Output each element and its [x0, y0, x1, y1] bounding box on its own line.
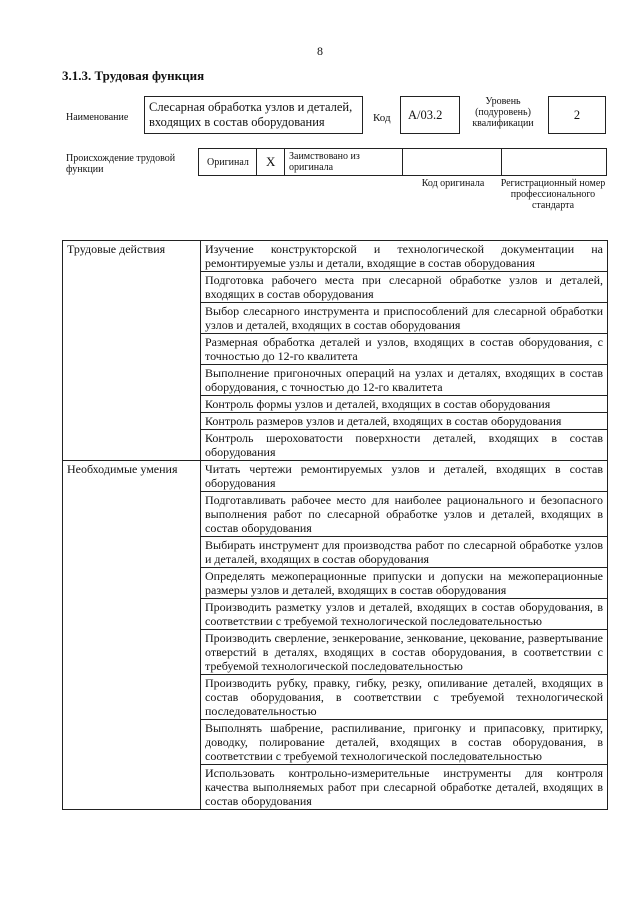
function-table [62, 240, 608, 810]
item-cell: Читать чертежи ремонтируемых узлов и деталей, входящих в состав оборудования [201, 461, 608, 492]
origin-row [198, 148, 607, 176]
item-cell: Контроль шероховатости поверхности деталей, входящих в состав оборудования [201, 430, 608, 461]
item-cell: Определять межоперационные припуски и допуски на межоперационные размеры узлов и деталей, входящих в состав оборудования [201, 568, 608, 599]
category-cell: Необходимые умения [63, 461, 201, 810]
level-value: 2 [548, 96, 606, 134]
item-cell: Контроль формы узлов и деталей, входящих в состав оборудования [201, 396, 608, 413]
item-cell: Производить разметку узлов и деталей, входящих в состав оборудования, в соответствии с требуемой технологической последовательностью [201, 599, 608, 630]
origin-label: Происхождение трудовой функции [66, 153, 176, 175]
original-label: Оригинал [199, 149, 257, 175]
code-label: Код [373, 112, 391, 124]
section-title: 3.1.3. Трудовая функция [62, 68, 205, 83]
reg-number-cell [501, 149, 606, 175]
code-original-cell [402, 149, 501, 175]
item-cell: Контроль размеров узлов и деталей, входящих в состав оборудования [201, 413, 608, 430]
category-cell: Трудовые действия [63, 241, 201, 461]
table-row [63, 461, 608, 492]
item-cell: Изучение конструкторской и технологической документации на ремонтируемые узлы и детали, входящие в состав оборудования [201, 241, 608, 272]
item-cell: Выбор слесарного инструмента и приспособлений для слесарной обработки узлов и деталей, входящих в состав оборудования [201, 303, 608, 334]
item-cell: Размерная обработка деталей и узлов, входящих в состав оборудования, с точностью до 12-го квалитета [201, 334, 608, 365]
name-label: Наименование [66, 112, 129, 123]
code-value: А/03.2 [400, 96, 460, 134]
item-cell: Выполнение пригоночных операций на узлах и деталях, входящих в состав оборудования, с точностью до 12-го квалитета [201, 365, 608, 396]
reg-number-label: Регистрационный номер профессионального стандарта [500, 178, 606, 211]
code-original-label: Код оригинала [421, 178, 485, 189]
original-mark: X [257, 149, 285, 175]
item-cell: Выбирать инструмент для производства работ по слесарной обработке узлов и деталей, входящих в состав оборудования [201, 537, 608, 568]
name-value: Слесарная обработка узлов и деталей, входящих в состав оборудования [144, 96, 363, 134]
item-cell: Использовать контрольно-измерительные инструменты для контроля качества выполняемых работ при слесарной обработке деталей, входящих в состав оборудования [201, 765, 608, 810]
level-label: Уровень (подуровень) квалификации [472, 96, 534, 129]
item-cell: Подготовка рабочего места при слесарной обработке узлов и деталей, входящих в состав оборудования [201, 272, 608, 303]
item-cell: Производить рубку, правку, гибку, резку, опиливание деталей, входящих в состав оборудования, в соответствии с требуемой технологической последовательностью [201, 675, 608, 720]
item-cell: Подготавливать рабочее место для наиболее рационального и безопасного выполнения работ по слесарной обработке узлов и деталей, входящих в состав оборудования [201, 492, 608, 537]
item-cell: Производить сверление, зенкерование, зенкование, цекование, развертывание отверстий в деталях, входящих в состав оборудования, в соответствии с требуемой технологической последовательностью [201, 630, 608, 675]
page-number: 8 [317, 44, 323, 58]
item-cell: Выполнять шабрение, распиливание, пригонку и припасовку, притирку, доводку, полирование деталей, входящих в состав оборудования, в соответствии с требуемой технологической последовательностью [201, 720, 608, 765]
table-row [63, 241, 608, 272]
borrowed-label: Заимствовано из оригинала [289, 151, 360, 173]
